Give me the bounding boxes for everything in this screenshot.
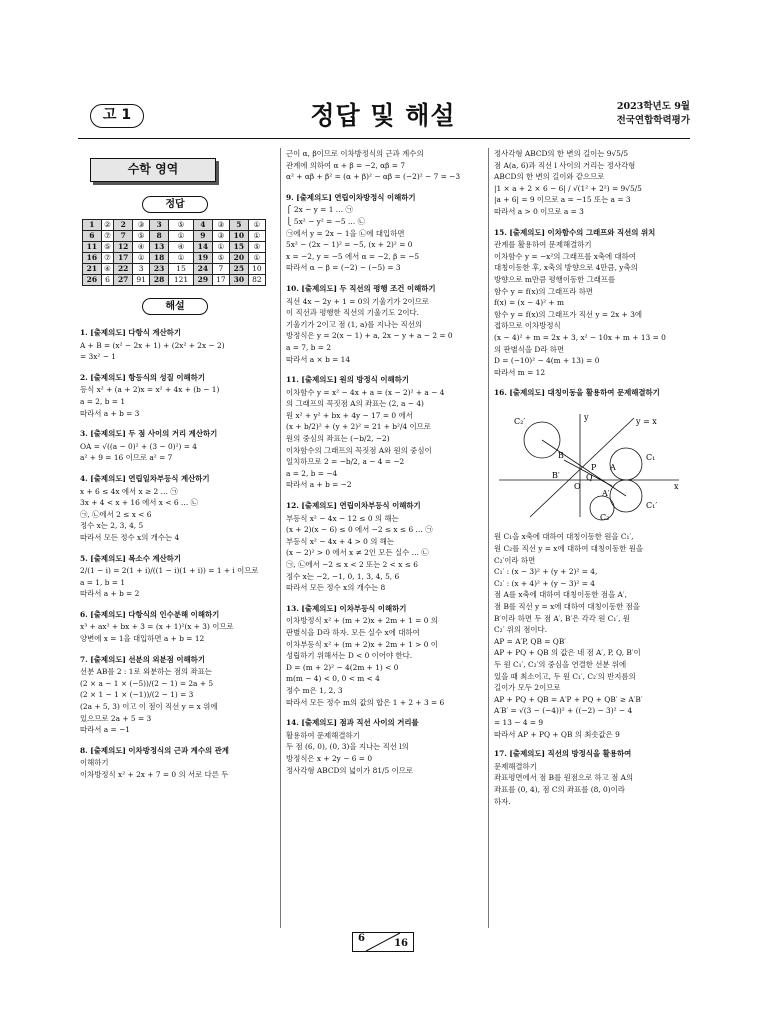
explanation-line: x = −2, y = −5 에서 α = −2, β = −5: [286, 251, 420, 261]
problem-title: 4. [출제의도] 연립일차부등식 계산하기: [80, 473, 210, 483]
problem-title: 10. [출제의도] 두 직선의 평행 조건 이해하기: [286, 283, 436, 293]
explanation-line: = 13 − 4 = 9: [494, 717, 544, 727]
question-number: 25: [229, 264, 248, 275]
problem-explanation: [80, 745, 270, 781]
explanation-line: |1 × a + 2 × 6 − 6| / √(1² + 2²) = 9√5/5: [494, 183, 642, 193]
question-number: 1: [83, 220, 102, 231]
problem-title: 15. [출제의도] 이차함수의 그래프와 직선의 위치: [494, 227, 656, 237]
explanation-line: x + 6 ≤ 4x 에서 x ≥ 2 … ㉠: [80, 486, 178, 496]
explanation-line: 원 C₁을 x축에 대하여 대칭이동한 원을 C₁′,: [494, 532, 634, 542]
answer-cell: ①: [168, 253, 193, 264]
explanation-line: 좌표평면에서 점 B를 원점으로 하고 점 A의: [494, 773, 634, 783]
problem-explanation: [80, 654, 270, 736]
explanation-line: 일치하므로 2 = −b/2, a − 4 = −2: [286, 457, 405, 467]
fig-label: y: [584, 412, 589, 422]
explanation-line: 5x² − (2x − 1)² = −5, (x + 2)² = 0: [286, 240, 413, 250]
explanation-line: ㉠, ㉡에서 2 ≤ x < 6: [80, 509, 152, 519]
answer-cell: ⑤: [101, 242, 114, 253]
answer-cell: ④: [133, 242, 150, 253]
explanation-line: 이해하기: [80, 758, 109, 768]
answer-cell: ④: [101, 264, 114, 275]
explanation-line: C₂′ : (x + 4)² + (y − 3)² = 4: [494, 578, 595, 588]
explanation-line: 점 B를 직선 y = x에 대하여 대칭이동한 점을: [494, 602, 640, 612]
problem-title: 12. [출제의도] 연립이차부등식 이해하기: [286, 501, 421, 511]
explanation-line: 하자.: [494, 796, 511, 806]
question-number: 21: [83, 264, 102, 275]
explanation-line: 두 원 C₁′, C₂′의 중심을 연결한 선분 위에: [494, 660, 627, 669]
explanation-line: C₁′ : (x − 3)² + (y + 2)² = 4,: [494, 567, 598, 577]
answer-cell: 15: [168, 264, 193, 275]
answer-cell: ①: [248, 220, 265, 231]
problem-explanation: [286, 374, 482, 491]
explanation-line: a = 1, b = 1: [80, 577, 126, 587]
explanations-col2: [286, 148, 482, 776]
explanation-line: ⎩ 5x² − y² = −5 … ㉡: [286, 216, 366, 226]
answer-cell: ⑤: [248, 242, 265, 253]
fig-label: B′: [552, 470, 560, 480]
answer-cell: 3: [133, 264, 150, 275]
explanation-line: 따라서 a > 0 이므로 a = 3: [494, 206, 584, 216]
problem-title: 2. [출제의도] 항등식의 성질 이해하기: [80, 372, 205, 382]
exam-org: 전국연합학력평가: [616, 115, 690, 126]
answer-row: [83, 253, 266, 264]
column-divider: [488, 148, 489, 928]
fig-label: B: [558, 450, 564, 460]
answer-cell: 10: [248, 264, 265, 275]
explanation-line: 점 A를 x축에 대하여 대칭이동한 점을 A′,: [494, 590, 627, 600]
explanation-line: 따라서 a + b = 2: [80, 589, 140, 599]
explanation-line: 따라서 모든 정수 x의 개수는 8: [286, 583, 386, 593]
explanation-line: A′B′ = √(3 − (−4))² + ((−2) − 3)² − 4: [494, 706, 633, 716]
question-number: 20: [229, 253, 248, 264]
question-number: 12: [114, 242, 133, 253]
explanations-col3-continued: [494, 531, 692, 740]
explanation-line: 원 C₂를 직선 y = x에 대하여 대칭이동한 원을: [494, 544, 644, 554]
problem-explanation: [80, 473, 270, 544]
answer-cell: 82: [248, 275, 265, 286]
subject-title: 수학 영역: [90, 158, 216, 182]
explanation-line: 따라서 모든 정수 m의 값의 합은 1 + 2 + 3 = 6: [286, 697, 445, 707]
explanation-line: ⎧ 2x − y = 1 … ㉠: [286, 205, 353, 215]
question-number: 23: [150, 264, 169, 275]
question-number: 9: [194, 231, 213, 242]
answer-cell: 121: [168, 275, 193, 286]
question-number: 6: [83, 231, 102, 242]
fig-label: A: [610, 462, 616, 472]
problem-title: 5. [출제의도] 복소수 계산하기: [80, 553, 181, 563]
explanation-line: 원 x² + y² + bx + 4y − 17 = 0 에서: [286, 410, 413, 420]
explanation-line: 의 그래프의 꼭짓점 A의 좌표는 (2, a − 4): [286, 399, 424, 409]
explanation-line: x³ + ax² + bx + 3 = (x + 1)²(x + 3) 이므로: [80, 622, 234, 632]
header-divider: [78, 138, 690, 139]
explanation-line: 이차부등식 x² + (m + 2)x + 2m + 1 > 0 이: [286, 639, 438, 649]
fig-label: x: [674, 481, 679, 491]
explanation-line: a = 7, b = 2: [286, 342, 332, 352]
problem-title: 6. [출제의도] 다항식의 인수분해 이해하기: [80, 609, 220, 619]
explanation-line: D = (−10)² − 4(m + 13) = 0: [494, 356, 600, 366]
explanation-line: 따라서 a × b = 14: [286, 354, 351, 364]
explanation-line: 따라서 m = 12: [494, 367, 546, 377]
explanation-line: 따라서 α − β = (−2) − (−5) = 3: [286, 263, 401, 273]
explanation-line: 따라서 a = −1: [80, 725, 130, 735]
explanation-line: 따라서 AP + PQ + QB 의 최솟값은 9: [494, 729, 620, 739]
explanations-col1: [80, 327, 270, 781]
explanation-line: 원의 중심의 좌표는 (−b/2, −2): [286, 434, 390, 444]
explanation-line: 따라서 모든 정수 x의 개수는 4: [80, 532, 180, 542]
question-number: 13: [150, 242, 169, 253]
answer-cell: 91: [133, 275, 150, 286]
problem-explanation: [286, 603, 482, 708]
explanation-line: AP = A′P, QB = QB′: [494, 636, 566, 646]
answer-row: [83, 231, 266, 242]
explanation-line: 문제해결하기: [494, 761, 537, 771]
column-2: [286, 148, 482, 785]
answer-cell: ①: [248, 231, 265, 242]
explanation-line: 정수 m은 1, 2, 3: [286, 685, 343, 695]
page-number-total: 16: [394, 938, 408, 949]
explanation-line: 길이가 모두 2이므로: [494, 683, 561, 693]
problem-16-figure: [494, 412, 684, 522]
explanation-line: (x + b/2)² + (y + 2)² = 21 + b²/4 이므로: [286, 422, 431, 432]
explanation-line: (2 × a − 1 × (−5))/(2 − 1) = 2a + 5: [80, 678, 214, 688]
question-number: 28: [150, 275, 169, 286]
explanation-line: A + B = (x² − 2x + 1) + (2x² + 2x − 2): [80, 340, 225, 350]
fig-label: O: [574, 481, 581, 491]
explanation-line: = 3x² − 1: [80, 352, 116, 362]
question-number: 19: [194, 253, 213, 264]
explanation-line: 부등식 x² − 4x − 12 ≤ 0 의 해는: [286, 513, 399, 523]
answer-cell: ③: [212, 231, 229, 242]
answer-cell: ①: [248, 253, 265, 264]
explanation-line: a² + 9 = 16 이므로 a² = 7: [80, 453, 173, 463]
explanation-line: 대칭이동한 후, x축의 방향으로 4만큼, y축의: [494, 263, 638, 273]
answer-cell: ②: [101, 220, 114, 231]
explanation-line: AP + PQ + QB = A′P + PQ + QB′ ≥ A′B′: [494, 694, 643, 704]
answer-row: [83, 275, 266, 286]
answer-table: [82, 219, 266, 286]
explanation-line: 양변에 x = 1을 대입하면 a + b = 12: [80, 634, 205, 644]
explanation-line: (x + 2)(x − 6) ≤ 0 에서 −2 ≤ x ≤ 6 … ㉠: [286, 525, 433, 535]
problem-explanation: [286, 283, 482, 365]
explanation-line: 방향으로 m만큼 평행이동한 그래프를: [494, 274, 616, 284]
explanation-line: ABCD의 한 변의 길이와 같으므로: [494, 172, 605, 182]
answer-cell: 17: [212, 275, 229, 286]
explanation-line: ㉠에서 y = 2x − 1을 ㉡에 대입하면: [286, 228, 405, 238]
explanation-line: (x − 4)² + m = 2x + 3, x² − 10x + m + 13 = 0: [494, 332, 666, 342]
column-1: [80, 148, 270, 790]
question-number: 29: [194, 275, 213, 286]
explanation-line: 활용하여 문제해결하기: [286, 730, 360, 740]
explanation-line: 판별식을 D라 하자. 모든 실수 x에 대하여: [286, 627, 420, 637]
explanation-line: 접하므로 이차방정식: [494, 321, 561, 331]
answer-cell: ①: [168, 231, 193, 242]
problem-explanation: [494, 227, 692, 379]
explanation-line: ㉠, ㉡에서 −2 ≤ x < 2 또는 2 < x ≤ 6: [286, 560, 418, 569]
answer-row: [83, 242, 266, 253]
explanation-line: a = 2, b = −4: [286, 468, 338, 478]
explanation-line: 선분 AB를 2 : 1로 외분하는 점의 좌표는: [80, 667, 212, 677]
explanation-line: 이차함수 y = −x²의 그래프를 x축에 대하여: [494, 251, 636, 261]
explanation-line: (x − 2)² > 0 에서 x ≠ 2인 모든 실수 … ㉡: [286, 548, 429, 558]
column-divider: [280, 148, 281, 928]
explanation-line: 이차함수의 그래프의 꼭짓점 A와 원의 중심이: [286, 445, 432, 455]
answer-cell: ③: [133, 220, 150, 231]
question-number: 3: [150, 220, 169, 231]
explanation-line: 정수 x는 2, 3, 4, 5: [80, 521, 144, 531]
answer-row: [83, 264, 266, 275]
explanation-line: (2 × 1 − 1 × (−1))/(2 − 1) = 3: [80, 690, 194, 700]
answer-cell: ⑤: [133, 231, 150, 242]
question-number: 22: [114, 264, 133, 275]
fig-label: P: [591, 462, 597, 472]
problem-explanation: [286, 717, 482, 776]
explanation-line: α² + αβ + β² = (α + β)² − αβ = (−2)² − 7 = −3: [286, 172, 461, 182]
problem-title: 7. [출제의도] 선분의 외분점 이해하기: [80, 654, 205, 664]
problem-title: 14. [출제의도] 점과 직선 사이의 거리를: [286, 718, 419, 728]
problem-title: 16. [출제의도] 대칭이동을 활용하여 문제해결하기: [494, 388, 660, 398]
problem-explanation: [80, 372, 270, 419]
problem-explanation: [80, 428, 270, 464]
problem-explanation: [286, 500, 482, 594]
answer-cell: ⑦: [101, 253, 114, 264]
question-number: 17: [114, 253, 133, 264]
explanation-line: D = (m + 2)² − 4(2m + 1) < 0: [286, 662, 399, 672]
page-number-current: 6: [358, 933, 365, 944]
explanation-line: 있으므로 2a + 5 = 3: [80, 713, 152, 723]
problem-explanation: [80, 327, 270, 363]
question-number: 2: [114, 220, 133, 231]
explanation-line: 부등식 x² − 4x + 4 > 0 의 해는: [286, 536, 394, 546]
explanation-line: 이차함수 y = x² − 4x + a = (x − 2)² + a − 4: [286, 387, 445, 397]
problem-title: 8. [출제의도] 이차방정식의 근과 계수의 관계: [80, 745, 229, 755]
explanation-line: 정사각형 ABCD의 한 변의 길이는 9√5/5: [494, 149, 629, 158]
explanation-line: 따라서 a + b = −2: [286, 480, 352, 490]
explanation-line: 이차방정식 x² + 2x + 7 = 0 의 서로 다른 두: [80, 770, 229, 779]
explanation-heading: 해설: [142, 298, 208, 315]
explanation-line: 두 점 (6, 0), (0, 3)을 지나는 직선 l의: [286, 742, 409, 752]
question-number: 8: [150, 231, 169, 242]
explanation-line: m(m − 4) < 0, 0 < m < 4: [286, 674, 380, 684]
explanation-line: 근이 α, β이므로 이차방정식의 근과 계수의: [286, 149, 424, 158]
explanation-line: 등식 x² + (a + 2)x = x² + 4x + (b − 1): [80, 385, 220, 395]
answer-cell: ④: [168, 242, 193, 253]
explanation-line: 정사각형 ABCD의 넓이가 81/5 이므로: [286, 765, 414, 775]
question-number: 26: [83, 275, 102, 286]
problem-explanation: [286, 148, 482, 183]
explanations-col3: [494, 148, 692, 399]
explanation-line: AP + PQ + QB 의 값은 네 점 A′, P, Q, B′이: [494, 648, 641, 658]
fig-label: A′: [602, 488, 610, 498]
explanation-line: 관계를 활용하여 문제해결하기: [494, 240, 592, 250]
exam-info: [617, 100, 690, 128]
question-number: 24: [194, 264, 213, 275]
explanation-line: 방정식은 y = 2(x − 1) + a, 2x − y + a − 2 = 0: [286, 331, 453, 341]
explanation-line: 따라서 a + b = 3: [80, 408, 140, 418]
answer-cell: ①: [212, 242, 229, 253]
fig-label: C₁: [646, 452, 656, 462]
page-header: [78, 92, 690, 138]
page-number: [352, 932, 414, 952]
explanation-line: C₂′ 위의 점이다.: [494, 625, 548, 635]
fig-label: C₂′: [514, 416, 526, 426]
fig-label: Q: [586, 472, 593, 482]
answer-cell: ③: [212, 220, 229, 231]
explanation-line: C₂′이라 하면: [494, 555, 536, 565]
exam-year: 2023학년도 9월: [616, 101, 690, 112]
explanation-line: 함수 y = f(x)의 그래프가 직선 y = 2x + 3에: [494, 309, 643, 319]
question-number: 11: [83, 242, 102, 253]
question-number: 7: [114, 231, 133, 242]
explanation-line: 점 A(a, 6)과 직선 l 사이의 거리는 정사각형: [494, 160, 636, 170]
fig-label: C₁′: [646, 500, 658, 510]
answer-cell: ⑦: [101, 231, 114, 242]
problem-explanation: [494, 387, 692, 399]
explanation-line: 좌표를 (0, 4), 점 C의 좌표를 (8, 0)이라: [494, 784, 625, 794]
question-number: 16: [83, 253, 102, 264]
fig-label: y = x: [636, 416, 657, 426]
question-number: 4: [194, 220, 213, 231]
answer-cell: 6: [101, 275, 114, 286]
explanation-line: 2/(1 − i) = 2(1 + i)/((1 − i)(1 + i)) = 1 + i 이므로: [80, 566, 259, 576]
explanation-line: 있을 때 최소이고, 두 원 C₁′, C₂′의 반지름의: [494, 671, 636, 681]
explanation-line: 함수 y = f(x)의 그래프라 하면: [494, 286, 594, 296]
explanation-line: 직선 4x − 2y + 1 = 0의 기울기가 2이므로: [286, 296, 429, 306]
explanation-line: 이 직선과 평행한 직선의 기울기도 2이다.: [286, 308, 420, 318]
problem-explanation: [80, 553, 270, 600]
question-number: 18: [150, 253, 169, 264]
question-number: 30: [229, 275, 248, 286]
explanation-line: 의 판별식을 D라 하면: [494, 344, 565, 354]
explanation-line: f(x) = (x − 4)² + m: [494, 298, 564, 308]
answers-heading: 정답: [142, 196, 208, 213]
explanation-line: 방정식은 x + 2y − 6 = 0: [286, 753, 373, 763]
column-3: [494, 148, 692, 807]
problem-title: 13. [출제의도] 이차부등식 이해하기: [286, 603, 407, 613]
answer-cell: ①: [133, 253, 150, 264]
grade-badge: 고 1: [90, 104, 144, 128]
explanation-line: (2a + 5, 3) 이고 이 점이 직선 y = x 위에: [80, 702, 218, 712]
answer-row: [83, 220, 266, 231]
problem-title: 3. [출제의도] 두 점 사이의 거리 계산하기: [80, 429, 218, 439]
explanation-line: OA = √((a − 0)² + (3 − 0)²) = 4: [80, 441, 198, 451]
explanation-line: 3x + 4 < x + 16 에서 x < 6 … ㉡: [80, 498, 199, 508]
page-title: 정답 및 해설: [310, 101, 456, 130]
fig-label: C₂: [600, 512, 610, 522]
explanation-line: a = 2, b = 1: [80, 396, 126, 406]
explanation-line: |a + 6| = 9 이므로 a = −15 또는 a = 3: [494, 195, 631, 205]
problem-explanation: [494, 148, 692, 218]
answer-cell: ⑤: [168, 220, 193, 231]
explanations-col3-tail: [494, 748, 692, 807]
problem-explanation: [286, 192, 482, 274]
explanation-line: 기울기가 2이고 점 (1, a)를 지나는 직선의: [286, 319, 422, 329]
problem-explanation: [80, 609, 270, 645]
explanation-line: 이차방정식 x² + (m + 2)x + 2m + 1 = 0 의: [286, 616, 438, 626]
explanation-line: 성립하기 위해서는 D < 0 이어야 한다.: [286, 651, 413, 661]
question-number: 10: [229, 231, 248, 242]
answer-cell: 7: [212, 264, 229, 275]
explanation-line: 관계에 의하여 α + β = −2, αβ = 7: [286, 160, 406, 170]
problem-title: 11. [출제의도] 원의 방정식 이해하기: [286, 375, 409, 385]
problem-title: 9. [출제의도] 연립이차방정식 이해하기: [286, 192, 416, 202]
question-number: 27: [114, 275, 133, 286]
explanation-line: 정수 x는 −2, −1, 0, 1, 3, 4, 5, 6: [286, 571, 400, 581]
problem-title: 1. [출제의도] 다항식 계산하기: [80, 328, 181, 337]
answer-cell: ⑤: [212, 253, 229, 264]
explanation-line: B′이라 하면 두 점 A′, B′은 각각 원 C₁′, 원: [494, 613, 630, 623]
question-number: 5: [229, 220, 248, 231]
question-number: 15: [229, 242, 248, 253]
problem-title: 17. [출제의도] 직선의 방정식을 활용하여: [494, 749, 632, 759]
question-number: 14: [194, 242, 213, 253]
